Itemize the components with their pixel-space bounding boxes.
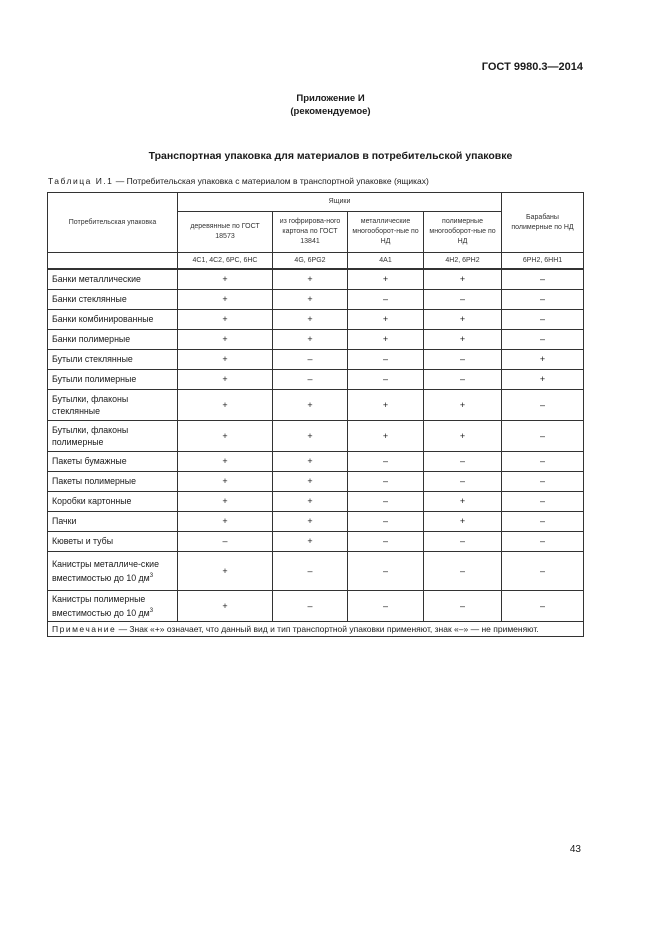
applicability-mark: + [273, 329, 348, 349]
applicability-mark: – [502, 590, 584, 621]
applicability-mark: + [273, 471, 348, 491]
header-code-blank [48, 253, 178, 270]
applicability-mark: – [348, 471, 424, 491]
row-packaging-name [48, 511, 178, 531]
row-name-text: Банки полимерные [52, 334, 131, 344]
applicability-mark: – [348, 511, 424, 531]
applicability-mark: + [424, 420, 502, 451]
row-packaging-name [48, 531, 178, 551]
applicability-mark: – [348, 551, 424, 590]
table-row [48, 329, 584, 349]
applicability-mark: + [348, 269, 424, 289]
row-packaging-name [48, 551, 178, 590]
row-name-text: Канистры полимерные вместимостью до 10 дм [52, 593, 150, 618]
header-code: 4A1 [348, 253, 424, 270]
header-box-type: из гофрирова-ного картона по ГОСТ 13841 [273, 212, 348, 253]
applicability-mark: + [424, 309, 502, 329]
row-packaging-name [48, 491, 178, 511]
applicability-mark: + [424, 511, 502, 531]
applicability-mark: + [273, 269, 348, 289]
applicability-mark: + [178, 289, 273, 309]
row-packaging-name [48, 369, 178, 389]
page-title: Транспортная упаковка для материалов в потребительской упаковке [148, 150, 513, 162]
header-drums: Барабаны полимерные по НД [502, 193, 584, 253]
note-label: Примечание [52, 623, 117, 634]
table-row [48, 369, 584, 389]
applicability-mark: – [502, 309, 584, 329]
standard-code: ГОСТ 9980.3—2014 [481, 61, 583, 73]
applicability-mark: – [348, 531, 424, 551]
table-note [48, 621, 584, 636]
header-consumer-packaging: Потребительская упаковка [48, 193, 178, 253]
unit-superscript: 3 [149, 572, 154, 579]
row-name-text: Банки стеклянные [52, 294, 127, 304]
applicability-mark: – [424, 289, 502, 309]
applicability-mark: – [502, 289, 584, 309]
applicability-mark: + [273, 309, 348, 329]
row-name-text: Бутылки, флаконы полимерные [52, 424, 129, 447]
row-name-text: Коробки картонные [52, 496, 132, 506]
applicability-mark: – [178, 531, 273, 551]
applicability-mark: + [424, 329, 502, 349]
applicability-mark: + [424, 389, 502, 420]
applicability-mark: – [424, 451, 502, 471]
table-row [48, 531, 584, 551]
row-packaging-name [48, 269, 178, 289]
applicability-mark: – [502, 389, 584, 420]
table-row [48, 420, 584, 451]
applicability-mark: – [348, 491, 424, 511]
applicability-mark: – [502, 451, 584, 471]
table-row [48, 349, 584, 369]
applicability-mark: – [424, 471, 502, 491]
applicability-mark: + [178, 511, 273, 531]
applicability-mark: – [502, 471, 584, 491]
row-packaging-name [48, 420, 178, 451]
table-row [48, 309, 584, 329]
note-text: — Знак «+» означает, что данный вид и тип транспортной упаковки применяют, знак «–» — не применяют. [116, 623, 539, 634]
appendix-label: Приложение И [296, 93, 365, 104]
applicability-mark: + [348, 420, 424, 451]
table-row [48, 389, 584, 420]
applicability-mark: – [273, 590, 348, 621]
applicability-mark: – [424, 590, 502, 621]
applicability-mark: + [178, 420, 273, 451]
applicability-mark: – [502, 551, 584, 590]
row-packaging-name [48, 590, 178, 621]
row-packaging-name [48, 289, 178, 309]
applicability-mark: + [424, 269, 502, 289]
unit-superscript: 3 [149, 607, 154, 614]
row-name-text: Пакеты полимерные [52, 476, 136, 486]
applicability-mark: – [502, 329, 584, 349]
applicability-mark: – [348, 289, 424, 309]
applicability-mark: + [273, 389, 348, 420]
applicability-mark: – [424, 349, 502, 369]
header-box-type: деревянные по ГОСТ 18573 [178, 212, 273, 253]
applicability-mark: + [273, 511, 348, 531]
applicability-mark: + [424, 491, 502, 511]
table-row [48, 551, 584, 590]
table-row [48, 451, 584, 471]
row-name-text: Бутыли полимерные [52, 374, 137, 384]
applicability-mark: – [348, 369, 424, 389]
row-packaging-name [48, 389, 178, 420]
applicability-mark: + [273, 420, 348, 451]
row-name-text: Бутыли стеклянные [52, 354, 133, 364]
applicability-mark: + [178, 349, 273, 369]
applicability-mark: – [424, 369, 502, 389]
applicability-mark: + [178, 451, 273, 471]
header-boxes: Ящики [178, 193, 502, 212]
table-row [48, 590, 584, 621]
row-name-text: Пакеты бумажные [52, 456, 127, 466]
applicability-mark: + [273, 491, 348, 511]
applicability-mark: + [178, 389, 273, 420]
applicability-mark: – [502, 420, 584, 451]
applicability-mark: + [273, 289, 348, 309]
applicability-mark: + [178, 491, 273, 511]
row-name-text: Банки комбинированные [52, 314, 154, 324]
table-row [48, 471, 584, 491]
applicability-mark: + [273, 531, 348, 551]
row-packaging-name [48, 471, 178, 491]
applicability-mark: – [348, 451, 424, 471]
applicability-mark: – [273, 349, 348, 369]
applicability-mark: – [273, 369, 348, 389]
table-caption-text: — Потребительская упаковка с материалом в транспортной упаковке (ящиках) [113, 176, 429, 186]
applicability-mark: + [178, 471, 273, 491]
table-row [48, 289, 584, 309]
applicability-mark: + [178, 369, 273, 389]
applicability-mark: + [502, 369, 584, 389]
header-code: 6PH2, 6HH1 [502, 253, 584, 270]
applicability-mark: + [348, 309, 424, 329]
applicability-mark: + [348, 329, 424, 349]
applicability-mark: + [178, 309, 273, 329]
applicability-mark: – [502, 511, 584, 531]
applicability-mark: – [502, 531, 584, 551]
applicability-mark: – [424, 551, 502, 590]
table-caption [48, 176, 429, 186]
row-name-text: Пачки [52, 516, 77, 526]
header-code: 4H2, 6PH2 [424, 253, 502, 270]
appendix-status: (рекомендуемое) [290, 106, 371, 117]
applicability-mark: + [273, 451, 348, 471]
applicability-mark: + [502, 349, 584, 369]
table-row [48, 269, 584, 289]
applicability-mark: – [348, 590, 424, 621]
row-packaging-name [48, 451, 178, 471]
applicability-mark: – [273, 551, 348, 590]
header-code: 4G, 6PG2 [273, 253, 348, 270]
page-number: 43 [569, 844, 581, 855]
row-packaging-name [48, 329, 178, 349]
applicability-mark: + [178, 329, 273, 349]
applicability-mark: – [424, 531, 502, 551]
applicability-mark: – [502, 269, 584, 289]
table-row [48, 511, 584, 531]
applicability-mark: – [348, 349, 424, 369]
applicability-mark: – [502, 491, 584, 511]
row-packaging-name [48, 349, 178, 369]
applicability-mark: + [178, 590, 273, 621]
applicability-mark: + [178, 269, 273, 289]
header-box-type: металлические многооборот-ные по НД [348, 212, 424, 253]
row-packaging-name [48, 309, 178, 329]
header-code: 4C1, 4C2, 6PC, 6HC [178, 253, 273, 270]
row-name-text: Канистры металличе-ские вместимостью до 10 дм [52, 558, 159, 583]
header-box-type: полимерные многооборот-ные по НД [424, 212, 502, 253]
table-row [48, 491, 584, 511]
row-name-text: Кюветы и тубы [52, 536, 114, 546]
appendix-heading [0, 92, 661, 118]
packaging-table [47, 192, 584, 637]
row-name-text: Банки металлические [52, 274, 141, 285]
applicability-mark: + [178, 551, 273, 590]
table-caption-label: Таблица И.1 [48, 176, 114, 186]
row-name-text: Бутылки, флаконы стеклянные [52, 393, 129, 416]
applicability-mark: + [348, 389, 424, 420]
